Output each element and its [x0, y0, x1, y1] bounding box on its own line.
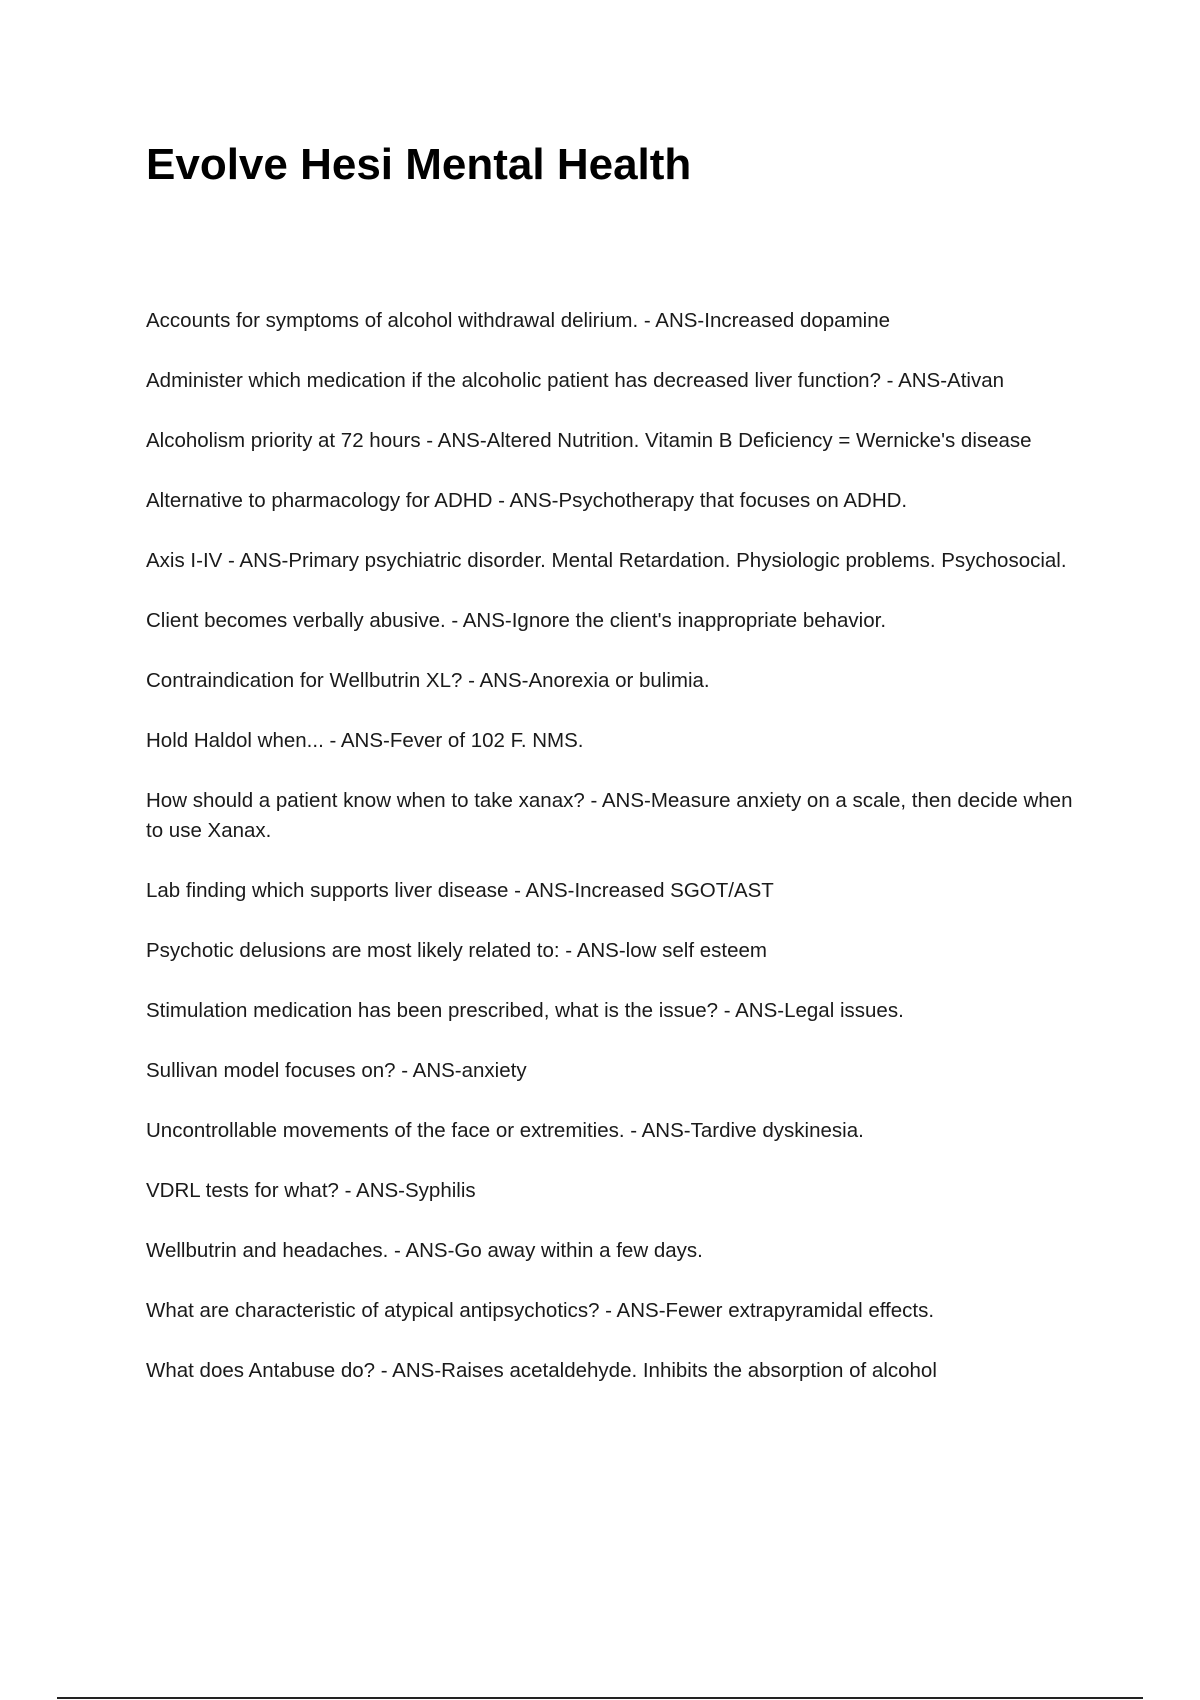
page-title: Evolve Hesi Mental Health	[146, 140, 692, 189]
qa-item: Uncontrollable movements of the face or extremities. - ANS-Tardive dyskinesia.	[146, 1119, 864, 1142]
qa-item: Administer which medication if the alcoholic patient has decreased liver function? - ANS-Ativan	[146, 369, 1005, 392]
qa-item: Alternative to pharmacology for ADHD - ANS-Psychotherapy that focuses on ADHD.	[146, 489, 908, 512]
qa-item: Accounts for symptoms of alcohol withdrawal delirium. - ANS-Increased dopamine	[146, 309, 891, 332]
qa-item: Lab finding which supports liver disease - ANS-Increased SGOT/AST	[146, 879, 774, 902]
qa-item: Psychotic delusions are most likely related to: - ANS-low self esteem	[146, 939, 767, 962]
qa-item: Axis I-IV - ANS-Primary psychiatric disorder. Mental Retardation. Physiologic problems. Psychosocial.	[146, 549, 1067, 572]
qa-item: Sullivan model focuses on? - ANS-anxiety	[146, 1059, 527, 1082]
qa-item: What are characteristic of atypical antipsychotics? - ANS-Fewer extrapyramidal effects.	[146, 1299, 935, 1322]
qa-item: Alcoholism priority at 72 hours - ANS-Altered Nutrition. Vitamin B Deficiency = Wernicke's disease	[146, 429, 1032, 452]
qa-item: How should a patient know when to take xanax? - ANS-Measure anxiety on a scale, then decide when to use Xanax.	[146, 789, 1073, 842]
qa-item: Client becomes verbally abusive. - ANS-Ignore the client's inappropriate behavior.	[146, 609, 887, 632]
page-divider	[57, 1697, 1143, 1699]
qa-item: Stimulation medication has been prescribed, what is the issue? - ANS-Legal issues.	[146, 999, 904, 1022]
qa-item: What does Antabuse do? - ANS-Raises acetaldehyde. Inhibits the absorption of alcohol	[146, 1359, 937, 1382]
qa-list	[146, 306, 1086, 1416]
qa-item: Hold Haldol when... - ANS-Fever of 102 F. NMS.	[146, 729, 584, 752]
qa-item: Wellbutrin and headaches. - ANS-Go away within a few days.	[146, 1239, 703, 1262]
qa-item: Contraindication for Wellbutrin XL? - ANS-Anorexia or bulimia.	[146, 669, 710, 692]
qa-item: VDRL tests for what? - ANS-Syphilis	[146, 1179, 476, 1202]
